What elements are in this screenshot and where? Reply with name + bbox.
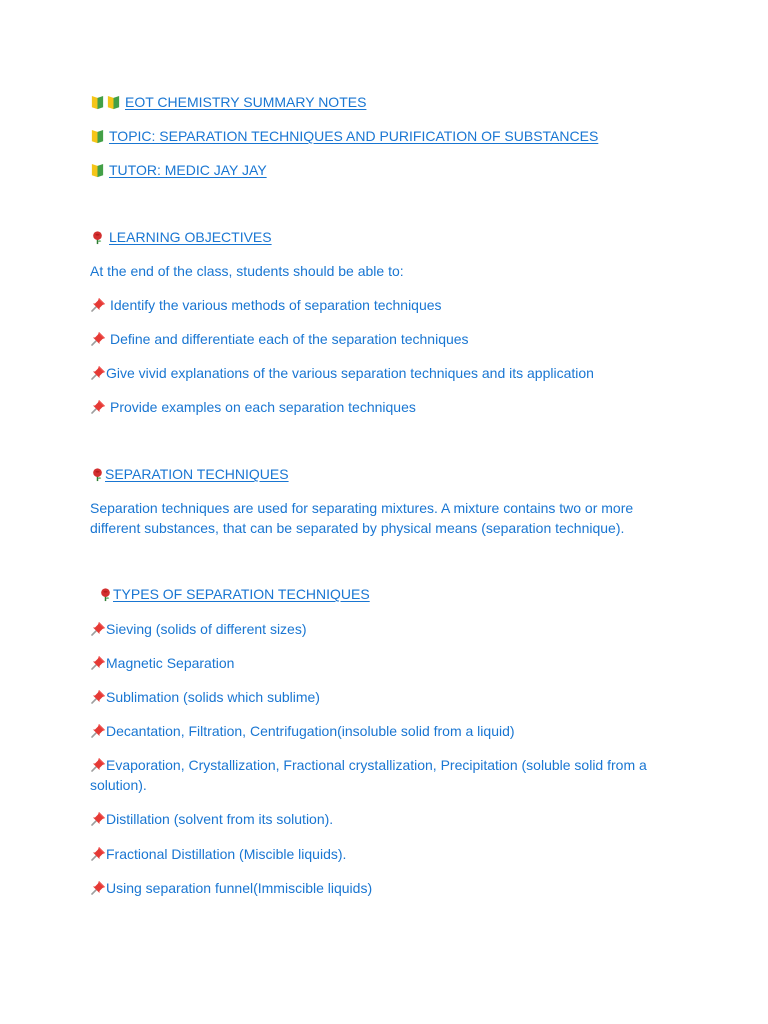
pushpin-icon: [90, 399, 106, 415]
objective-text: Identify the various methods of separation techniques: [110, 297, 442, 313]
objective-item: [90, 363, 672, 383]
type-text: Distillation (solvent from its solution).: [106, 811, 334, 827]
beginner-leaf-icon: [90, 95, 105, 110]
title-line: [90, 92, 672, 112]
type-item: [90, 619, 672, 639]
type-item: [90, 844, 672, 864]
rose-icon: [90, 467, 105, 482]
document-title: EOT CHEMISTRY SUMMARY NOTES: [125, 94, 367, 110]
objective-item: [90, 397, 672, 417]
beginner-leaf-icon: [90, 163, 105, 178]
type-text: Using separation funnel(Immiscible liquids): [106, 880, 373, 896]
pushpin-icon: [90, 880, 106, 896]
type-item: [90, 687, 672, 707]
pushpin-icon: [90, 757, 106, 773]
rose-icon: [90, 230, 105, 245]
pushpin-icon: [90, 811, 106, 827]
objective-text: Provide examples on each separation techniques: [110, 399, 416, 415]
type-text: Magnetic Separation: [106, 655, 235, 671]
objectives-intro: At the end of the class, students should be able to:: [90, 263, 404, 279]
type-item: [90, 653, 672, 673]
pushpin-icon: [90, 621, 106, 637]
pushpin-icon: [90, 365, 106, 381]
type-text: Sieving (solids of different sizes): [106, 621, 307, 637]
pushpin-icon: [90, 846, 106, 862]
type-item: [90, 878, 672, 898]
tutor-text: TUTOR: MEDIC JAY JAY: [109, 162, 267, 178]
objectives-heading-line: [90, 227, 672, 247]
type-text: Fractional Distillation (Miscible liquids).: [106, 846, 347, 862]
pushpin-icon: [90, 331, 106, 347]
pushpin-icon: [90, 689, 106, 705]
type-item: [90, 809, 672, 829]
objective-text: Define and differentiate each of the separation techniques: [110, 331, 469, 347]
type-text: Evaporation, Crystallization, Fractional crystallization, Precipitation (soluble solid from a solution).: [90, 757, 647, 793]
pushpin-icon: [90, 297, 106, 313]
rose-icon: [98, 587, 113, 602]
objectives-heading: LEARNING OBJECTIVES: [109, 229, 272, 245]
separation-heading-line: [90, 464, 672, 484]
type-text: Decantation, Filtration, Centrifugation(insoluble solid from a liquid): [106, 723, 515, 739]
pushpin-icon: [90, 723, 106, 739]
tutor-line: [90, 160, 672, 180]
types-heading-line: [98, 584, 672, 604]
objective-text: Give vivid explanations of the various separation techniques and its application: [106, 365, 594, 381]
objective-item: [90, 295, 672, 315]
separation-paragraph: Separation techniques are used for separating mixtures. A mixture contains two or more different substances, that can be separated by physical means (separation technique).: [90, 500, 634, 536]
type-text: Sublimation (solids which sublime): [106, 689, 320, 705]
types-heading: TYPES OF SEPARATION TECHNIQUES: [113, 586, 370, 602]
type-item: [90, 755, 672, 795]
topic-text: TOPIC: SEPARATION TECHNIQUES AND PURIFICATION OF SUBSTANCES: [109, 128, 599, 144]
separation-heading: SEPARATION TECHNIQUES: [105, 466, 289, 482]
pushpin-icon: [90, 655, 106, 671]
beginner-leaf-icon: [106, 95, 121, 110]
type-item: [90, 721, 672, 741]
topic-line: [90, 126, 672, 146]
beginner-leaf-icon: [90, 129, 105, 144]
objective-item: [90, 329, 672, 349]
